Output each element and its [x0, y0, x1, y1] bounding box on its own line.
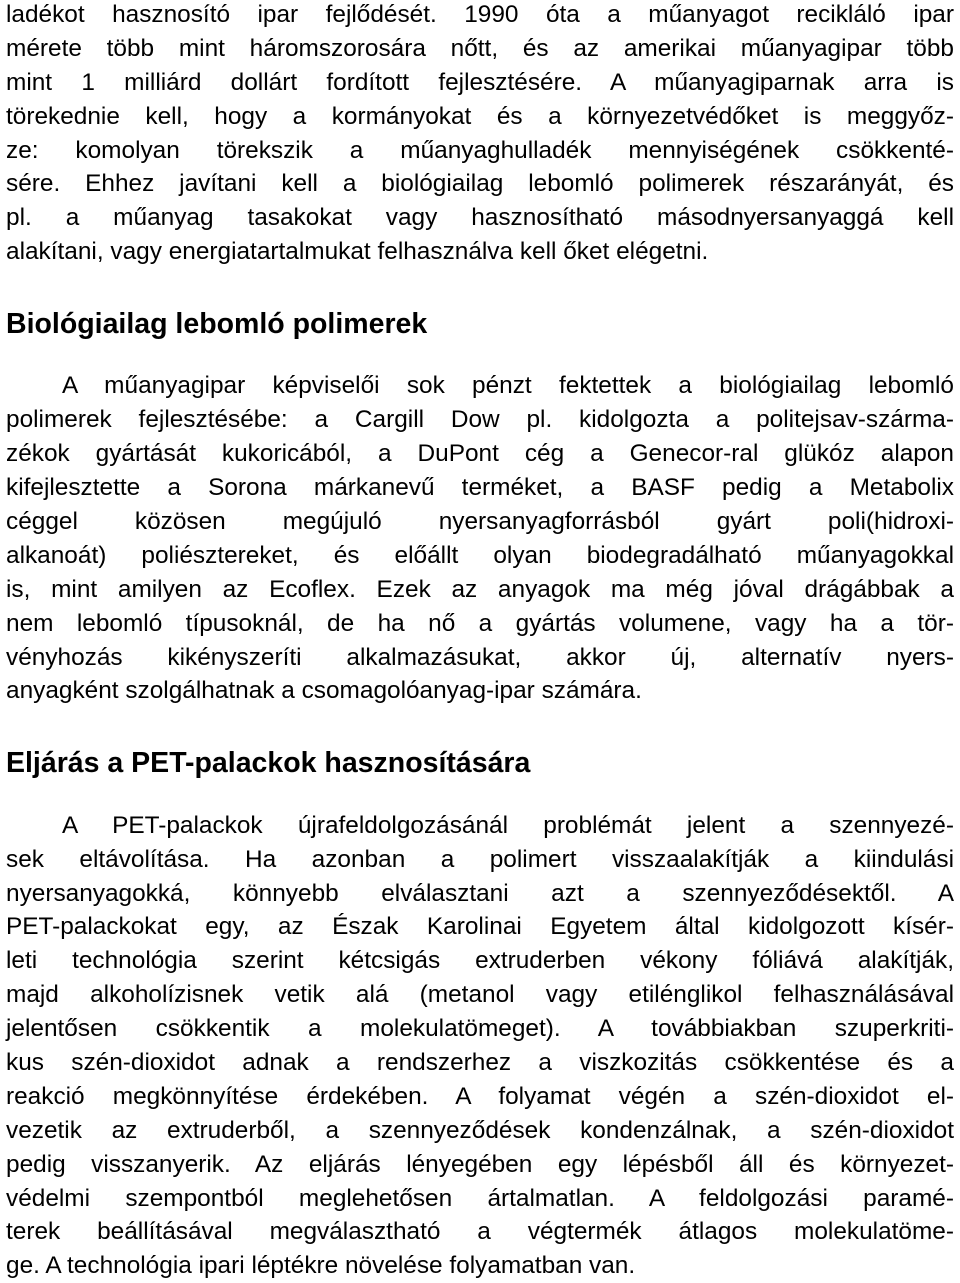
text-line: nem lebomló típusoknál, de ha nő a gyártás volumene, vagy ha a tör-: [6, 610, 954, 637]
text-line: mint 1 milliárd dollárt fordított fejlesztésére. A műanyagiparnak arra is: [6, 69, 954, 96]
text-line: törekednie kell, hogy a kormányokat és a környezetvédőket is meggyőz-: [6, 103, 954, 130]
section-heading-pet: Eljárás a PET-palackok hasznosítására: [6, 747, 531, 779]
text-line: pl. a műanyag tasakokat vagy hasznosítható másodnyersanyaggá kell: [6, 204, 954, 231]
text-line: terek beállításával megválasztható a végtermék átlagos molekulatöme-: [6, 1218, 954, 1245]
text-line: zékok gyártását kukoricából, a DuPont cég a Genecor-ral glükóz alapon: [6, 440, 954, 467]
text-line: alakítani, vagy energiatartalmukat felhasználva kell őket elégetni.: [6, 238, 709, 265]
text-line: mérete több mint háromszorosára nőtt, és az amerikai műanyagipar több: [6, 35, 954, 62]
text-line: PET-palackokat egy, az Észak Karolinai Egyetem által kidolgozott kísér-: [6, 913, 954, 940]
text-line: ge. A technológia ipari léptékre növelése folyamatban van.: [6, 1252, 636, 1279]
text-line: A műanyagipar képviselői sok pénzt fektettek a biológiailag lebomló: [62, 372, 954, 399]
text-line: jelentősen csökkentik a molekulatömeget). A továbbiakban szuperkriti-: [6, 1015, 954, 1042]
text-line: pedig visszanyerik. Az eljárás lényegében egy lépésből áll és környezet-: [6, 1151, 954, 1178]
text-line: alkanoát) poliésztereket, és előállt olyan biodegradálható műanyagokkal: [6, 542, 954, 569]
text-line: is, mint amilyen az Ecoflex. Ezek az anyagok ma még jóval drágábbak a: [6, 576, 954, 603]
text-line: nyersanyagokká, könnyebb elválasztani azt a szennyeződésektől. A: [6, 880, 954, 907]
text-line: vezetik az extruderből, a szennyeződések kondenzálnak, a szén-dioxidot: [6, 1117, 954, 1144]
text-line: védelmi szempontból meglehetősen ártalmatlan. A feldolgozási paramé-: [6, 1185, 954, 1212]
text-line: vényhozás kikényszeríti alkalmazásukat, akkor új, alternatív nyers-: [6, 644, 954, 671]
text-line: A PET-palackok újrafeldolgozásánál problémát jelent a szennyezé-: [62, 812, 954, 839]
text-line: polimerek fejlesztésébe: a Cargill Dow pl. kidolgozta a politejsav-szárma-: [6, 406, 954, 433]
text-line: reakció megkönnyítése érdekében. A folyamat végén a szén-dioxidot el-: [6, 1083, 954, 1110]
text-line: ze: komolyan törekszik a műanyaghulladék mennyiségének csökkenté-: [6, 137, 954, 164]
text-line: sek eltávolítása. Ha azonban a polimert visszaalakítják a kiindulási: [6, 846, 954, 873]
text-line: majd alkoholízisnek vetik alá (metanol vagy etilénglikol felhasználásával: [6, 981, 954, 1008]
text-line: kus szén-dioxidot adnak a rendszerhez a viszkozitás csökkentése és a: [6, 1049, 954, 1076]
text-line: anyagként szolgálhatnak a csomagolóanyag-ipar számára.: [6, 677, 642, 704]
section-heading-biodegradable: Biológiailag lebomló polimerek: [6, 308, 428, 340]
text-line: kifejlesztette a Sorona márkanevű terméket, a BASF pedig a Metabolix: [6, 474, 954, 501]
text-line: céggel közösen megújuló nyersanyagforrásból gyárt poli(hidroxi-: [6, 508, 954, 535]
text-line: sére. Ehhez javítani kell a biológiailag lebomló polimerek részarányát, és: [6, 170, 954, 197]
text-line: ladékot hasznosító ipar fejlődését. 1990 óta a műanyagot reciklálό ipar: [6, 1, 954, 28]
text-line: leti technológia szerint kétcsigás extruderben vékony fóliává alakítják,: [6, 947, 954, 974]
